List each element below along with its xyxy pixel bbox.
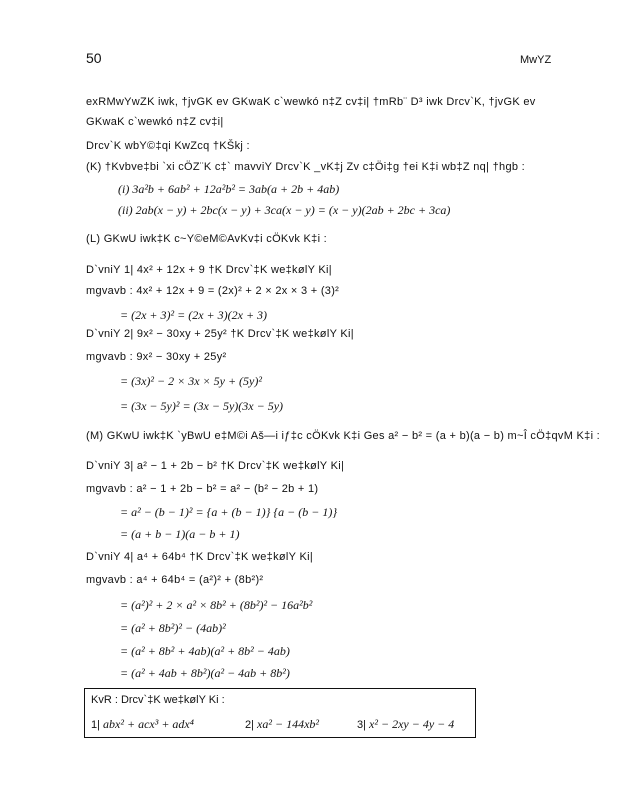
example-3-step-1: mgvavb : a² − 1 + 2b − b² = a² − (b² − 2b + 1) <box>86 483 319 495</box>
exercise-item-3 <box>357 717 454 732</box>
example-2-step-2: = (3x)² − 2 × 3x × 5y + (5y)² <box>120 374 262 388</box>
exercise-box <box>84 688 476 738</box>
example-4-title: D`vniY 4| a⁴ + 64b⁴ †K Drcv`‡K we‡kølY Ki| <box>86 551 313 563</box>
rule-l-label: (L) GKwU iwk‡K c~Y©eM©AvKv‡i cÖKvk K‡i : <box>86 233 328 245</box>
exercise-item-2-label: 2| <box>245 719 254 731</box>
header-mark: MwYZ <box>520 54 552 66</box>
example-3-title: D`vniY 3| a² − 1 + 2b − b² †K Drcv`‡K we‡kølY Ki| <box>86 460 345 472</box>
exercise-item-1-label: 1| <box>91 719 100 731</box>
example-4-step-3: = (a² + 8b²)² − (4ab)² <box>120 621 226 635</box>
exercise-item-3-label: 3| <box>357 719 366 731</box>
page-number: 50 <box>86 50 102 66</box>
example-2-step-1: mgvavb : 9x² − 30xy + 25y² <box>86 351 227 363</box>
intro-line-2: GKwaK c`wewkó n‡Z cv‡i| <box>86 116 224 128</box>
exercise-item-2-expr: xa² − 144xb² <box>257 717 319 731</box>
example-1-step-2: = (2x + 3)² = (2x + 3)(2x + 3) <box>120 308 268 322</box>
exercise-item-3-expr: x² − 2xy − 4y − 4 <box>369 717 455 731</box>
exercise-item-1-expr: abx² + acx³ + adx⁴ <box>103 717 194 731</box>
example-2-title: D`vniY 2| 9x² − 30xy + 25y² †K Drcv`‡K we‡kølY Ki| <box>86 328 354 340</box>
rule-k-label: (K) †Kvbve‡bi `xi cÖZ¨K c‡` mavviY Drcv`K _vK‡j Zv c‡Öi‡g †ei K‡i wb‡Z nq| †hgb : <box>86 161 525 173</box>
rule-m-label: (M) GKwU iwk‡K `yBwU e‡M©i Aš—i iƒ‡c cÖKvk K‡i Ges a² − b² = (a + b)(a − b) m~Î cÖ‡qvM K‡i : <box>86 430 601 442</box>
example-1-step-1: mgvavb : 4x² + 12x + 9 = (2x)² + 2 × 2x × 3 + (3)² <box>86 285 340 297</box>
example-1-title: D`vniY 1| 4x² + 12x + 9 †K Drcv`‡K we‡kølY Ki| <box>86 264 332 276</box>
example-2-step-3: = (3x − 5y)² = (3x − 5y)(3x − 5y) <box>120 399 284 413</box>
example-4-step-1: mgvavb : a⁴ + 64b⁴ = (a²)² + (8b²)² <box>86 574 264 586</box>
example-4-step-2: = (a²)² + 2 × a² × 8b² + (8b²)² − 16a²b² <box>120 598 313 612</box>
rule-k-equation-2: (ii) 2ab(x − y) + 2bc(x − y) + 3ca(x − y) = (x − y)(2ab + 2bc + 3ca) <box>118 203 451 217</box>
example-3-step-2: = a² − (b − 1)² = {a + (b − 1)} {a − (b − 1)} <box>120 505 338 519</box>
section-title: Drcv`K wbY©‡qi KwZcq †KŠkj : <box>86 140 250 152</box>
intro-line-1: exRMwYwZK iwk, †jvGK ev GKwaK c`wewkó n‡Z cv‡i| †mRb¨ D³ iwk Drcv`K, †jvGK ev <box>86 96 536 108</box>
example-3-step-3: = (a + b − 1)(a − b + 1) <box>120 527 240 541</box>
exercise-item-1 <box>91 717 194 732</box>
exercise-item-2 <box>245 717 319 732</box>
rule-k-equation-1: (i) 3a²b + 6ab² + 12a²b² = 3ab(a + 2b + 4ab) <box>118 182 340 196</box>
example-4-step-5: = (a² + 4ab + 8b²)(a² − 4ab + 8b²) <box>120 666 290 680</box>
example-4-step-4: = (a² + 8b² + 4ab)(a² + 8b² − 4ab) <box>120 644 290 658</box>
exercise-title: KvR : Drcv`‡K we‡kølY Ki : <box>91 694 225 706</box>
